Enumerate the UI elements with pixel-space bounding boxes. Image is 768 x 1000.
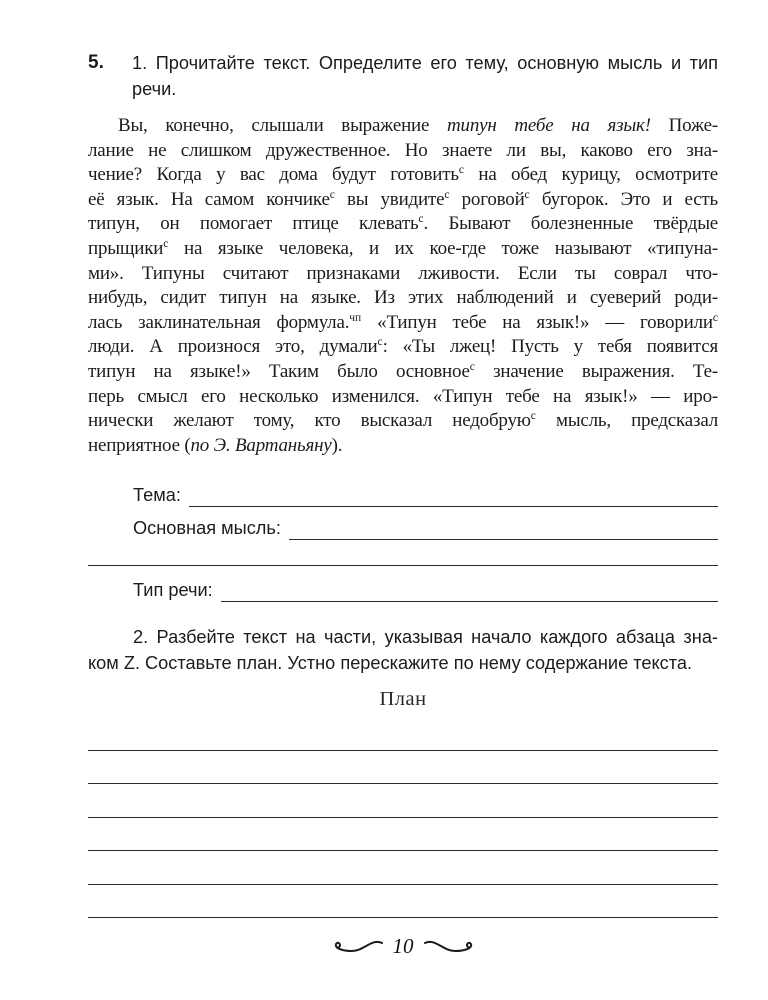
text-line: неприятное (по Э. Вартаньяну). <box>88 434 343 456</box>
mysl-blank-continuation[interactable] <box>88 539 718 566</box>
text-line: её язык. На самом кончике$^с$ вы увидите$^с$ роговой$^с$ бугорок. Это и есть <box>88 188 719 210</box>
task-1 <box>88 50 718 102</box>
task-1-text <box>132 50 718 102</box>
text-line: нибудь, сидит типун на языке. Из этих наблюдений и суеверий роди- <box>88 287 718 309</box>
text-line: лание не слишком дружественное. Но знаете ли вы, каково его зна- <box>88 139 718 161</box>
fill-in-mysl-continuation-row <box>88 540 718 566</box>
writing-line[interactable] <box>88 818 718 852</box>
text-line: лась заклинательная формула.$^{чп}$ «Типун тебе на язык!» — говорили$^с$ <box>88 311 718 333</box>
fill-in-tip-rechi-row <box>88 566 718 602</box>
text-line: ком Z. Составьте план. Устно перескажите по нему содержание текста. <box>88 653 693 674</box>
text-line: типун на языке!» Таким было основное$^с$ значение выражения. Те- <box>88 360 718 382</box>
fill-in-tema-row <box>88 474 718 507</box>
text-line: 2. Разбейте текст на части, указывая начало каждого абзаца зна- <box>133 627 718 648</box>
text-line: Вы, конечно, слышали выражение типун тебе на язык! Поже- <box>118 115 719 136</box>
fill-in-mysl-row <box>88 507 718 540</box>
writing-line[interactable] <box>88 751 718 785</box>
tema-blank[interactable] <box>189 473 718 507</box>
text-line: речи. <box>132 79 177 99</box>
text-line: прыщики$^с$ на языке человека, и их кое-где тоже называют «типуна- <box>88 237 718 259</box>
text-line: 1. Прочитайте текст. Определите его тему, основную мысль и тип <box>132 53 718 73</box>
writing-line[interactable] <box>88 851 718 885</box>
writing-line[interactable] <box>88 717 718 751</box>
writing-line[interactable] <box>88 885 718 919</box>
mysl-label: Основная мысль: <box>133 518 281 539</box>
text-line: нически желают тому, кто высказал недобрую$^с$ мысль, предсказал <box>88 410 719 432</box>
text-line: перь смысл его несколько изменился. «Типун тебе на язык!» — иро- <box>88 385 718 407</box>
text-line: типун, он помогает птице клевать$^с$. Бывают болезненные твёрдые <box>88 213 718 235</box>
tip-rechi-blank[interactable] <box>221 565 718 602</box>
exercise-number: 5. <box>88 52 104 73</box>
text-line: люди. А произнося это, думали$^с$: «Ты лжец! Пусть у тебя появится <box>88 336 719 358</box>
plan-writing-lines <box>88 717 718 918</box>
flourish-left-icon <box>332 939 384 955</box>
tema-label: Тема: <box>133 485 181 506</box>
writing-line[interactable] <box>88 784 718 818</box>
tip-rechi-label: Тип речи: <box>133 580 213 601</box>
page-number: 10 <box>392 934 414 959</box>
text-line: чение? Когда у вас дома будут готовить$^с$ на обед курицу, осмотрите <box>88 164 718 186</box>
passage-text <box>88 114 718 458</box>
text-line: ми». Типуны считают признаками лживости. Если ты соврал что- <box>88 262 718 284</box>
mysl-blank[interactable] <box>289 506 718 540</box>
fill-in-fields <box>88 474 718 602</box>
page-footer <box>88 934 718 959</box>
plan-title: План <box>379 688 427 711</box>
task-2-text <box>88 624 718 676</box>
flourish-right-icon <box>423 939 475 955</box>
